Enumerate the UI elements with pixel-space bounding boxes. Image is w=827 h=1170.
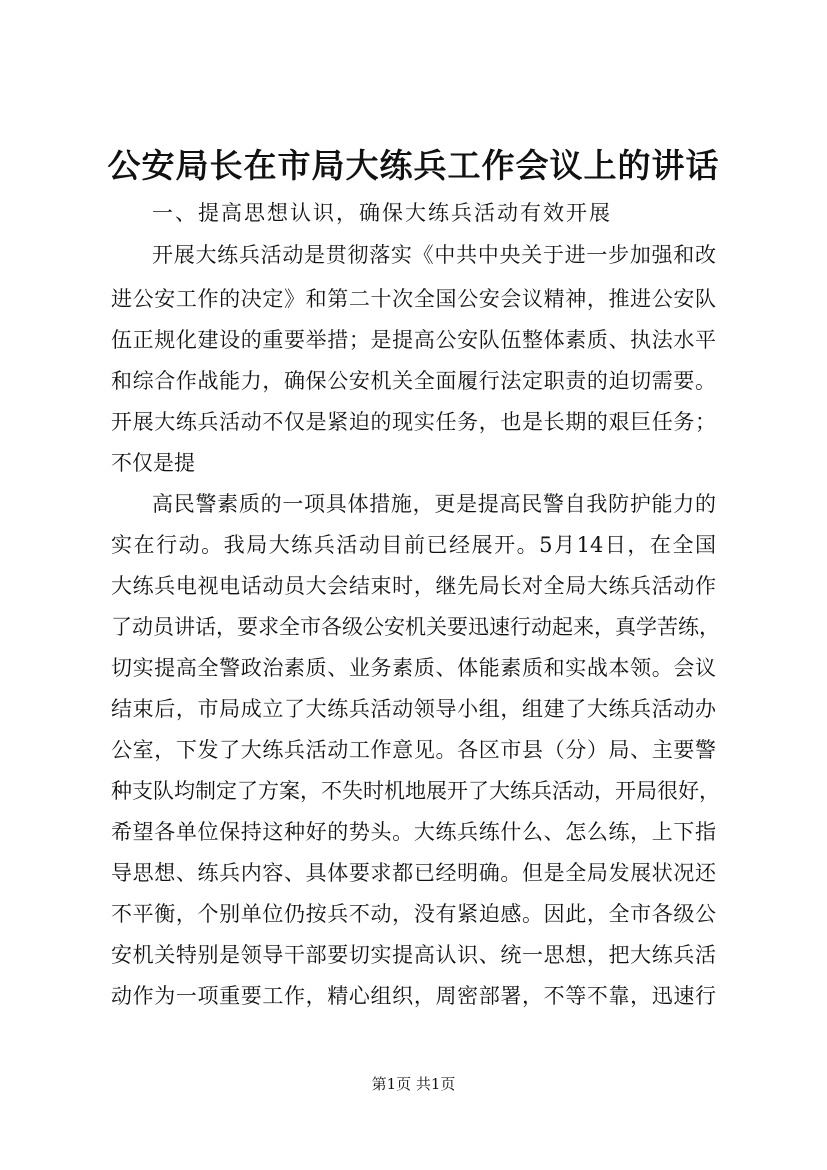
paragraph-1-line: 进公安工作的决定》和第二十次全国公安会议精神，推进公安队 [111, 287, 716, 311]
section-heading: 一、提高思想认识，确保大练兵活动有效开展 [152, 201, 612, 225]
paragraph-2-line: 安机关特别是领导干部要切实提高认识、统一思想，把大练兵活 [111, 943, 716, 967]
paragraph-1-line: 伍正规化建设的重要举措；是提高公安队伍整体素质、执法水平 [111, 328, 716, 352]
paragraph-2-line: 了动员讲话，要求全市各级公安机关要迅速行动起来，真学苦练， [111, 615, 720, 639]
paragraph-1-line: 开展大练兵活动不仅是紧迫的现实任务，也是长期的艰巨任务； [111, 410, 716, 434]
paragraph-2-line: 切实提高全警政治素质、业务素质、体能素质和实战本领。会议 [111, 656, 716, 680]
paragraph-2-line: 种支队均制定了方案，不失时机地展开了大练兵活动，开局很好， [111, 779, 720, 803]
paragraph-1-line: 不仅是提 [111, 451, 195, 475]
paragraph-2-line: 公室，下发了大练兵活动工作意见。各区市县（分）局、主要警 [111, 738, 716, 762]
paragraph-2-line: 导思想、练兵内容、具体要求都已经明确。但是全局发展状况还 [111, 861, 716, 885]
paragraph-2-line: 实在行动。我局大练兵活动目前已经展开。5月14日，在全国 [111, 533, 716, 557]
paragraph-2-line: 高民警素质的一项具体措施，更是提高民警自我防护能力的 [152, 492, 716, 516]
paragraph-1-line: 和综合作战能力，确保公安机关全面履行法定职责的迫切需要。 [111, 369, 716, 393]
paragraph-2-line: 希望各单位保持这种好的势头。大练兵练什么、怎么练，上下指 [111, 820, 716, 844]
paragraph-2-line: 不平衡，个别单位仍按兵不动，没有紧迫感。因此，全市各级公 [111, 902, 716, 926]
paragraph-2-line: 结束后，市局成立了大练兵活动领导小组，组建了大练兵活动办 [111, 697, 716, 721]
document-title: 公安局长在市局大练兵工作会议上的讲话 [107, 146, 720, 185]
paragraph-1-line: 开展大练兵活动是贯彻落实《中共中央关于进一步加强和改 [152, 243, 716, 267]
paragraph-2-line: 大练兵电视电话动员大会结束时，继先局长对全局大练兵活动作 [111, 574, 716, 598]
paragraph-2-line: 动作为一项重要工作，精心组织，周密部署，不等不靠，迅速行 [111, 984, 716, 1008]
page-number-footer: 第1页 共1页 [371, 1075, 456, 1093]
